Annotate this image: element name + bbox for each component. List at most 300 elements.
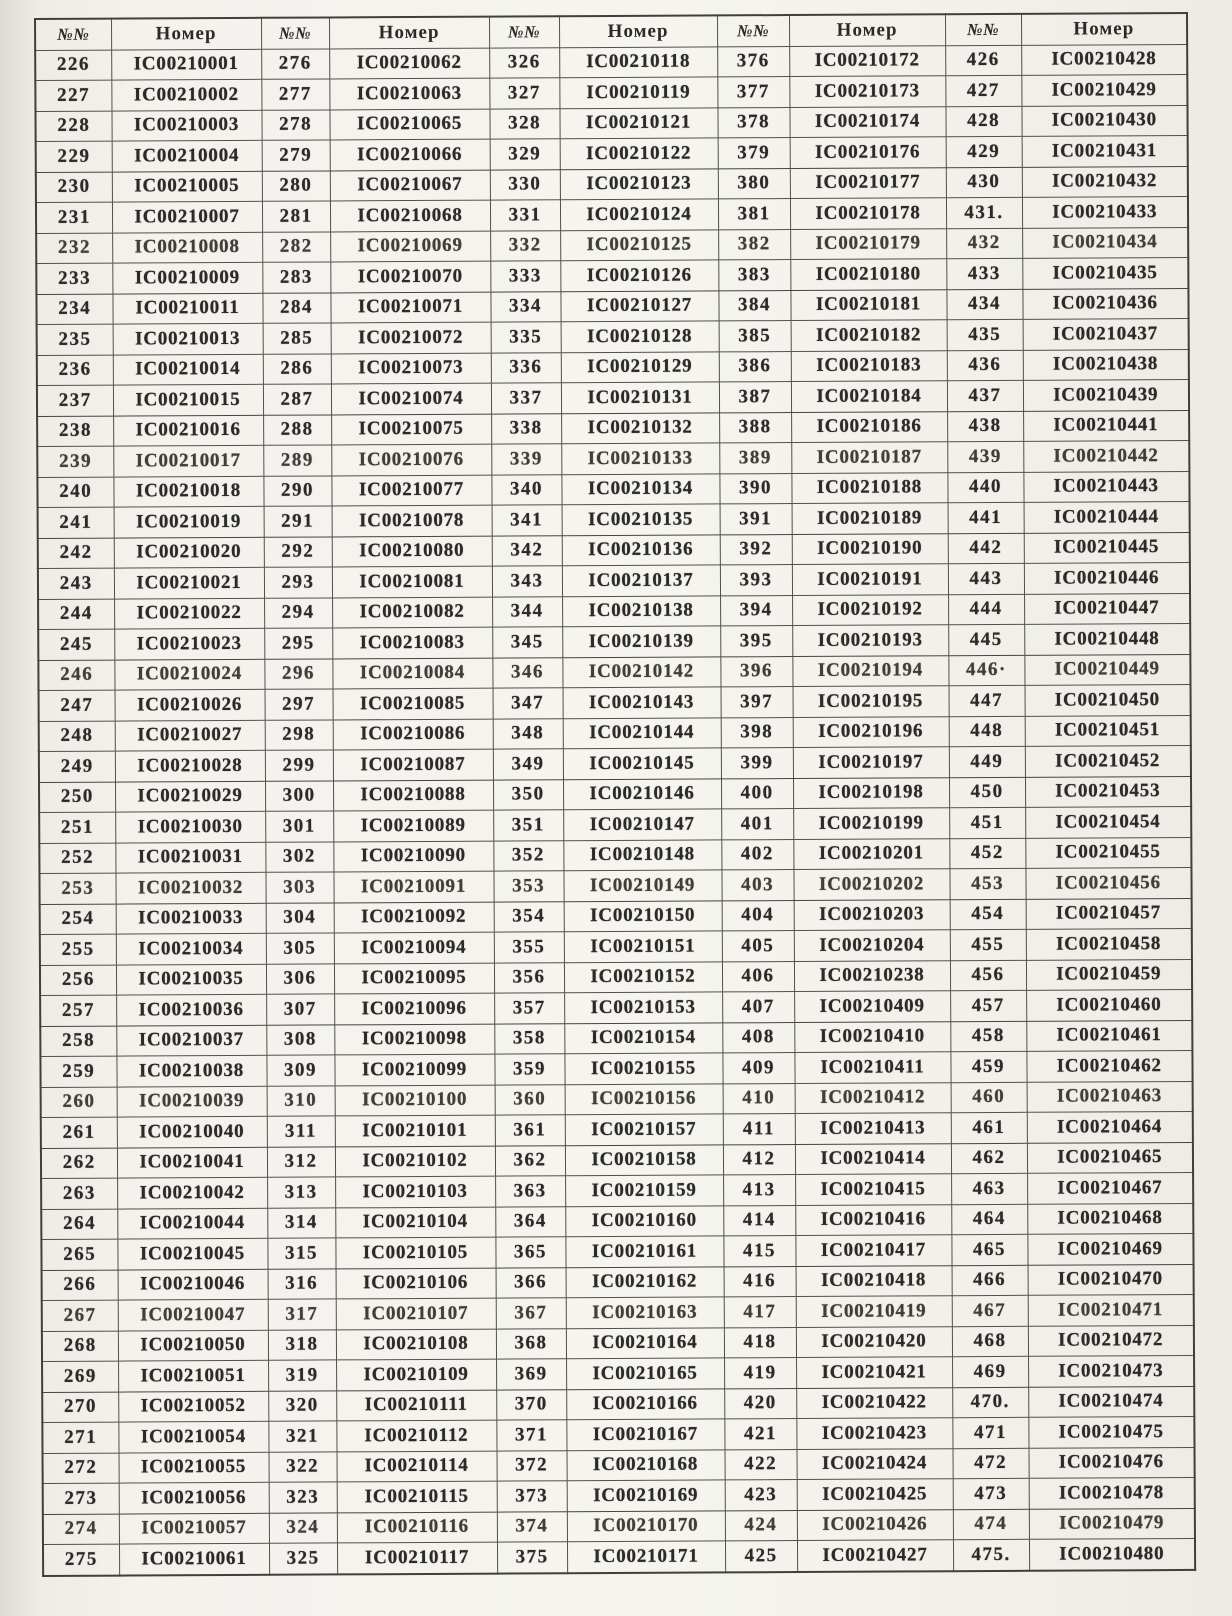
index-cell: 270 <box>42 1392 118 1423</box>
index-cell: 333 <box>490 261 560 292</box>
code-cell: IC00210465 <box>1027 1142 1193 1173</box>
index-cell: 348 <box>493 718 563 749</box>
code-cell: IC00210199 <box>793 808 949 839</box>
column-header-index-5: №№ <box>945 14 1021 45</box>
index-cell: 327 <box>489 78 559 109</box>
code-cell: IC00210423 <box>796 1418 952 1449</box>
index-cell: 230 <box>36 172 112 203</box>
code-cell: IC00210102 <box>335 1146 495 1177</box>
code-cell: IC00210153 <box>564 992 722 1023</box>
index-cell: 343 <box>492 566 562 597</box>
index-cell: 307 <box>266 994 334 1025</box>
code-cell: IC00210136 <box>562 534 720 565</box>
code-cell: IC00210174 <box>789 106 945 137</box>
index-cell: 365 <box>495 1237 565 1268</box>
code-cell: IC00210192 <box>792 594 948 625</box>
code-cell: IC00210011 <box>112 293 262 324</box>
code-cell: IC00210447 <box>1024 593 1190 624</box>
code-cell: IC00210203 <box>794 899 950 930</box>
index-cell: 361 <box>495 1115 565 1146</box>
column-header-index-1: №№ <box>35 19 111 50</box>
index-cell: 455 <box>950 929 1026 960</box>
code-cell: IC00210197 <box>793 747 949 778</box>
index-cell: 460 <box>951 1082 1027 1113</box>
code-cell: IC00210187 <box>791 442 947 473</box>
index-cell: 282 <box>262 231 330 262</box>
code-cell: IC00210075 <box>331 414 491 445</box>
index-cell: 412 <box>723 1144 795 1175</box>
index-cell: 286 <box>263 353 331 384</box>
code-cell: IC00210096 <box>334 993 494 1024</box>
code-cell: IC00210470 <box>1028 1264 1194 1295</box>
index-cell: 284 <box>262 292 330 323</box>
code-cell: IC00210076 <box>331 444 491 475</box>
index-cell: 374 <box>497 1511 567 1542</box>
index-cell: 339 <box>491 444 561 475</box>
code-cell: IC00210118 <box>559 46 717 77</box>
code-cell: IC00210091 <box>333 871 493 902</box>
index-cell: 419 <box>724 1358 796 1389</box>
index-cell: 250 <box>39 782 115 813</box>
code-cell: IC00210015 <box>113 384 263 415</box>
index-cell: 305 <box>266 933 334 964</box>
code-cell: IC00210142 <box>562 656 720 687</box>
code-cell: IC00210108 <box>336 1329 496 1360</box>
code-cell: IC00210050 <box>118 1330 268 1361</box>
code-cell: IC00210065 <box>329 109 489 140</box>
code-cell: IC00210429 <box>1021 74 1187 105</box>
index-cell: 313 <box>267 1177 335 1208</box>
index-cell: 411 <box>723 1114 795 1145</box>
index-cell: 465 <box>951 1234 1027 1265</box>
code-cell: IC00210126 <box>560 260 718 291</box>
code-cell: IC00210439 <box>1023 379 1189 410</box>
index-cell: 458 <box>950 1021 1026 1052</box>
index-cell: 336 <box>491 352 561 383</box>
code-cell: IC00210168 <box>567 1449 725 1480</box>
index-cell: 360 <box>495 1084 565 1115</box>
index-cell: 296 <box>264 658 332 689</box>
code-cell: IC00210147 <box>563 809 721 840</box>
index-cell: 287 <box>263 384 331 415</box>
index-cell: 386 <box>719 351 791 382</box>
code-cell: IC00210094 <box>334 932 494 963</box>
index-cell: 437 <box>947 380 1023 411</box>
index-cell: 433 <box>946 258 1022 289</box>
code-cell: IC00210032 <box>115 872 265 903</box>
code-cell: IC00210195 <box>793 686 949 717</box>
index-cell: 391 <box>720 504 792 535</box>
index-cell: 346 <box>492 657 562 688</box>
code-cell: IC00210121 <box>559 107 717 138</box>
code-cell: IC00210201 <box>793 838 949 869</box>
code-cell: IC00210020 <box>114 537 264 568</box>
code-cell: IC00210098 <box>334 1024 494 1055</box>
code-cell: IC00210070 <box>330 261 490 292</box>
code-cell: IC00210056 <box>119 1482 269 1513</box>
code-cell: IC00210117 <box>337 1542 497 1574</box>
code-cell: IC00210116 <box>337 1512 497 1543</box>
inventory-numbers-table <box>34 12 1196 1577</box>
index-cell: 271 <box>42 1422 118 1453</box>
index-cell: 303 <box>265 872 333 903</box>
code-cell: IC00210072 <box>331 322 491 353</box>
code-cell: IC00210016 <box>113 415 263 446</box>
table-row <box>43 1538 1195 1575</box>
code-cell: IC00210416 <box>795 1204 951 1235</box>
index-cell: 246 <box>38 660 114 691</box>
index-cell: 269 <box>42 1361 118 1392</box>
index-cell: 243 <box>38 568 114 599</box>
index-cell: 466 <box>952 1265 1028 1296</box>
code-cell: IC00210081 <box>332 566 492 597</box>
code-cell: IC00210414 <box>795 1143 951 1174</box>
index-cell: 295 <box>264 628 332 659</box>
index-cell: 473 <box>953 1478 1029 1509</box>
code-cell: IC00210473 <box>1028 1355 1194 1386</box>
index-cell: 321 <box>268 1421 336 1452</box>
code-cell: IC00210027 <box>115 720 265 751</box>
code-cell: IC00210073 <box>331 353 491 384</box>
code-cell: IC00210180 <box>790 259 946 290</box>
code-cell: IC00210069 <box>330 231 490 262</box>
code-cell: IC00210169 <box>567 1480 725 1511</box>
index-cell: 285 <box>263 323 331 354</box>
code-cell: IC00210162 <box>566 1266 724 1297</box>
index-cell: 449 <box>949 746 1025 777</box>
column-header-number-3: Номер <box>559 15 717 47</box>
index-cell: 253 <box>39 873 115 904</box>
code-cell: IC00210046 <box>118 1269 268 1300</box>
code-cell: IC00210460 <box>1026 989 1192 1020</box>
code-cell: IC00210172 <box>789 45 945 76</box>
code-cell: IC00210088 <box>333 780 493 811</box>
code-cell: IC00210112 <box>336 1420 496 1451</box>
code-cell: IC00210001 <box>111 49 261 80</box>
code-cell: IC00210184 <box>791 381 947 412</box>
index-cell: 392 <box>720 534 792 565</box>
code-cell: IC00210194 <box>792 655 948 686</box>
code-cell: IC00210159 <box>565 1175 723 1206</box>
index-cell: 341 <box>492 505 562 536</box>
index-cell: 244 <box>38 599 114 630</box>
index-cell: 443 <box>948 563 1024 594</box>
index-cell: 453 <box>949 868 1025 899</box>
code-cell: IC00210427 <box>797 1540 953 1572</box>
code-cell: IC00210078 <box>332 505 492 536</box>
code-cell: IC00210428 <box>1021 44 1187 75</box>
index-cell: 290 <box>263 475 331 506</box>
code-cell: IC00210176 <box>790 137 946 168</box>
index-cell: 464 <box>951 1204 1027 1235</box>
index-cell: 232 <box>36 233 112 264</box>
index-cell: 337 <box>491 383 561 414</box>
table-body <box>35 44 1195 1576</box>
index-cell: 470. <box>952 1387 1028 1418</box>
code-cell: IC00210448 <box>1024 623 1190 654</box>
code-cell: IC00210150 <box>564 900 722 931</box>
index-cell: 390 <box>719 473 791 504</box>
index-cell: 383 <box>718 260 790 291</box>
index-cell: 387 <box>719 382 791 413</box>
code-cell: IC00210013 <box>113 323 263 354</box>
code-cell: IC00210045 <box>117 1238 267 1269</box>
index-cell: 320 <box>268 1390 336 1421</box>
code-cell: IC00210148 <box>563 839 721 870</box>
index-cell: 255 <box>40 934 116 965</box>
code-cell: IC00210007 <box>112 201 262 232</box>
code-cell: IC00210410 <box>794 1021 950 1052</box>
code-cell: IC00210104 <box>335 1207 495 1238</box>
index-cell: 409 <box>722 1053 794 1084</box>
index-cell: 445 <box>948 624 1024 655</box>
index-cell: 417 <box>724 1297 796 1328</box>
code-cell: IC00210426 <box>797 1509 953 1540</box>
code-cell: IC00210022 <box>114 598 264 629</box>
code-cell: IC00210163 <box>566 1297 724 1328</box>
code-cell: IC00210066 <box>330 139 490 170</box>
index-cell: 272 <box>43 1453 119 1484</box>
index-cell: 469 <box>952 1356 1028 1387</box>
index-cell: 334 <box>490 291 560 322</box>
index-cell: 429 <box>946 136 1022 167</box>
code-cell: IC00210107 <box>336 1298 496 1329</box>
index-cell: 340 <box>491 474 561 505</box>
index-cell: 382 <box>718 229 790 260</box>
index-cell: 422 <box>725 1449 797 1480</box>
code-cell: IC00210156 <box>565 1083 723 1114</box>
index-cell: 328 <box>489 108 559 139</box>
code-cell: IC00210044 <box>117 1208 267 1239</box>
index-cell: 325 <box>269 1543 337 1574</box>
code-cell: IC00210114 <box>337 1451 497 1482</box>
code-cell: IC00210083 <box>332 627 492 658</box>
code-cell: IC00210146 <box>563 778 721 809</box>
code-cell: IC00210003 <box>111 110 261 141</box>
index-cell: 389 <box>719 443 791 474</box>
code-cell: IC00210080 <box>332 536 492 567</box>
index-cell: 441 <box>948 502 1024 533</box>
code-cell: IC00210177 <box>790 167 946 198</box>
code-cell: IC00210087 <box>333 749 493 780</box>
index-cell: 241 <box>38 507 114 538</box>
code-cell: IC00210457 <box>1026 898 1192 929</box>
index-cell: 349 <box>493 749 563 780</box>
index-cell: 404 <box>722 900 794 931</box>
code-cell: IC00210029 <box>115 781 265 812</box>
code-cell: IC00210191 <box>792 564 948 595</box>
index-cell: 291 <box>264 506 332 537</box>
code-cell: IC00210149 <box>563 870 721 901</box>
index-cell: 447 <box>949 685 1025 716</box>
index-cell: 454 <box>950 899 1026 930</box>
index-cell: 444 <box>948 594 1024 625</box>
index-cell: 434 <box>946 289 1022 320</box>
index-cell: 234 <box>36 294 112 325</box>
index-cell: 275 <box>43 1544 119 1575</box>
code-cell: IC00210454 <box>1025 806 1191 837</box>
code-cell: IC00210092 <box>334 902 494 933</box>
index-cell: 380 <box>718 168 790 199</box>
index-cell: 471 <box>952 1417 1028 1448</box>
code-cell: IC00210469 <box>1027 1233 1193 1264</box>
index-cell: 350 <box>493 779 563 810</box>
code-cell: IC00210445 <box>1024 532 1190 563</box>
code-cell: IC00210004 <box>112 140 262 171</box>
index-cell: 440 <box>947 472 1023 503</box>
code-cell: IC00210198 <box>793 777 949 808</box>
index-cell: 300 <box>265 780 333 811</box>
index-cell: 233 <box>36 263 112 294</box>
code-cell: IC00210054 <box>118 1421 268 1452</box>
code-cell: IC00210409 <box>794 991 950 1022</box>
index-cell: 377 <box>717 77 789 108</box>
code-cell: IC00210100 <box>335 1085 495 1116</box>
index-cell: 280 <box>262 170 330 201</box>
index-cell: 397 <box>721 687 793 718</box>
code-cell: IC00210444 <box>1024 501 1190 532</box>
code-cell: IC00210037 <box>116 1025 266 1056</box>
code-cell: IC00210443 <box>1023 471 1189 502</box>
index-cell: 407 <box>722 992 794 1023</box>
code-cell: IC00210111 <box>336 1390 496 1421</box>
index-cell: 399 <box>721 748 793 779</box>
index-cell: 421 <box>724 1419 796 1450</box>
index-cell: 299 <box>265 750 333 781</box>
code-cell: IC00210476 <box>1029 1447 1195 1478</box>
code-cell: IC00210430 <box>1021 105 1187 136</box>
code-cell: IC00210421 <box>796 1357 952 1388</box>
index-cell: 335 <box>491 322 561 353</box>
column-header-number-4: Номер <box>789 14 945 46</box>
index-cell: 294 <box>264 597 332 628</box>
code-cell: IC00210158 <box>565 1144 723 1175</box>
column-header-number-1: Номер <box>111 18 261 50</box>
code-cell: IC00210424 <box>797 1448 953 1479</box>
index-cell: 311 <box>267 1116 335 1147</box>
index-cell: 329 <box>490 139 560 170</box>
code-cell: IC00210474 <box>1028 1386 1194 1417</box>
index-cell: 414 <box>723 1205 795 1236</box>
code-cell: IC00210151 <box>564 931 722 962</box>
code-cell: IC00210449 <box>1024 654 1190 685</box>
code-cell: IC00210143 <box>563 687 721 718</box>
code-cell: IC00210154 <box>564 1022 722 1053</box>
code-cell: IC00210471 <box>1028 1294 1194 1325</box>
index-cell: 263 <box>41 1178 117 1209</box>
code-cell: IC00210202 <box>793 869 949 900</box>
index-cell: 427 <box>945 75 1021 106</box>
code-cell: IC00210055 <box>119 1452 269 1483</box>
code-cell: IC00210161 <box>565 1236 723 1267</box>
index-cell: 353 <box>493 871 563 902</box>
code-cell: IC00210089 <box>333 810 493 841</box>
code-cell: IC00210425 <box>797 1479 953 1510</box>
code-cell: IC00210086 <box>333 719 493 750</box>
index-cell: 319 <box>268 1360 336 1391</box>
table-container <box>34 12 1196 1577</box>
index-cell: 424 <box>725 1510 797 1541</box>
index-cell: 378 <box>717 107 789 138</box>
index-cell: 457 <box>950 990 1026 1021</box>
code-cell: IC00210074 <box>331 383 491 414</box>
index-cell: 258 <box>40 1026 116 1057</box>
code-cell: IC00210160 <box>565 1205 723 1236</box>
code-cell: IC00210435 <box>1022 257 1188 288</box>
code-cell: IC00210446 <box>1024 562 1190 593</box>
index-cell: 331 <box>490 200 560 231</box>
code-cell: IC00210451 <box>1025 715 1191 746</box>
code-cell: IC00210463 <box>1027 1081 1193 1112</box>
code-cell: IC00210480 <box>1029 1538 1195 1570</box>
code-cell: IC00210441 <box>1023 410 1189 441</box>
index-cell: 356 <box>494 962 564 993</box>
index-cell: 256 <box>40 965 116 996</box>
index-cell: 318 <box>268 1329 336 1360</box>
index-cell: 472 <box>953 1448 1029 1479</box>
code-cell: IC00210095 <box>334 963 494 994</box>
index-cell: 268 <box>42 1331 118 1362</box>
code-cell: IC00210047 <box>118 1299 268 1330</box>
code-cell: IC00210040 <box>117 1116 267 1147</box>
code-cell: IC00210422 <box>796 1387 952 1418</box>
code-cell: IC00210450 <box>1025 684 1191 715</box>
index-cell: 410 <box>723 1083 795 1114</box>
index-cell: 369 <box>496 1359 566 1390</box>
index-cell: 236 <box>37 355 113 386</box>
code-cell: IC00210101 <box>335 1115 495 1146</box>
index-cell: 306 <box>266 963 334 994</box>
code-cell: IC00210051 <box>118 1360 268 1391</box>
index-cell: 283 <box>262 262 330 293</box>
code-cell: IC00210041 <box>117 1147 267 1178</box>
code-cell: IC00210129 <box>561 351 719 382</box>
code-cell: IC00210181 <box>790 289 946 320</box>
code-cell: IC00210178 <box>790 198 946 229</box>
index-cell: 317 <box>268 1299 336 1330</box>
code-cell: IC00210061 <box>119 1543 269 1575</box>
code-cell: IC00210135 <box>562 504 720 535</box>
index-cell: 425 <box>725 1541 797 1572</box>
code-cell: IC00210005 <box>112 171 262 202</box>
code-cell: IC00210024 <box>114 659 264 690</box>
code-cell: IC00210442 <box>1023 440 1189 471</box>
column-header-index-2: №№ <box>261 17 329 48</box>
index-cell: 418 <box>724 1327 796 1358</box>
index-cell: 462 <box>951 1143 1027 1174</box>
index-cell: 252 <box>39 843 115 874</box>
index-cell: 240 <box>37 477 113 508</box>
code-cell: IC00210475 <box>1028 1416 1194 1447</box>
index-cell: 231 <box>36 202 112 233</box>
code-cell: IC00210063 <box>329 78 489 109</box>
index-cell: 344 <box>492 596 562 627</box>
code-cell: IC00210115 <box>337 1481 497 1512</box>
code-cell: IC00210183 <box>791 350 947 381</box>
index-cell: 467 <box>952 1295 1028 1326</box>
code-cell: IC00210071 <box>330 292 490 323</box>
code-cell: IC00210137 <box>562 565 720 596</box>
code-cell: IC00210138 <box>562 595 720 626</box>
index-cell: 281 <box>262 201 330 232</box>
index-cell: 385 <box>719 321 791 352</box>
index-cell: 359 <box>494 1054 564 1085</box>
index-cell: 456 <box>950 960 1026 991</box>
index-cell: 431. <box>946 197 1022 228</box>
index-cell: 249 <box>39 751 115 782</box>
index-cell: 264 <box>41 1209 117 1240</box>
code-cell: IC00210103 <box>335 1176 495 1207</box>
